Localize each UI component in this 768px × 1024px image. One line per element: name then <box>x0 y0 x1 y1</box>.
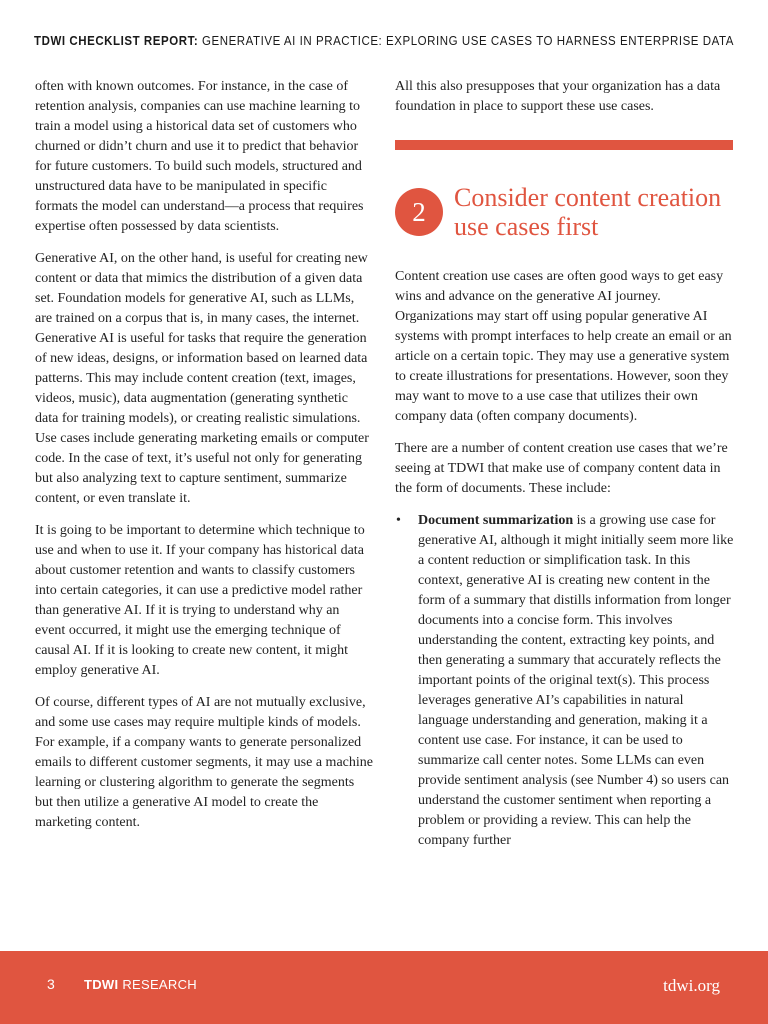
paragraph: Of course, different types of AI are not mutually exclusive, and some use cases may require multiple kinds of models. For example, if a company wants to generate personalized emails to different customer segments, it may use a machine learning or clustering algorithm to generate the segments but then utilize a generative AI model to create the marketing content. <box>35 695 373 830</box>
paragraph: There are a number of content creation use cases that we’re seeing at TDWI that make use of company content data in the form of documents. These include: <box>395 441 728 496</box>
page-number: 3 <box>47 976 55 992</box>
bullet-icon: • <box>396 513 401 528</box>
paragraph: Generative AI, on the other hand, is useful for creating new content or data that mimics the distribution of a given data set. Foundation models for generative AI, such as LLMs, are trained on a corpus that is, in many cases, the internet. Generative AI is useful for tasks that require the generation of new ideas, designs, or information based on learned data patterns. This may include content creation (text, images, videos, music), data augmentation (generating synthetic data for training models), or creating realistic simulations. Use cases include generating marketing emails or computer code. In the case of text, it’s useful not only for generating but also analyzing text to capture sentiment, summarize content, or even translate it. <box>35 251 369 506</box>
brand-logo <box>84 977 197 992</box>
section-number-badge: 2 <box>395 188 443 236</box>
paragraph: often with known outcomes. For instance, in the case of retention analysis, companies can use machine learning to train a model using a historical data set of customers who churned or didn’t churn and use it to predict that behavior for future customers. To build such models, structured and unstructured data have to be manipulated in specific formats the model can understand—a process that requires expertise often possessed by data scientists. <box>35 79 364 234</box>
list-item-term: Document summarization <box>418 513 574 528</box>
running-header <box>31 34 738 48</box>
section-divider-bar <box>395 140 733 150</box>
paragraph: It is going to be important to determine which technique to use and when to use it. If your company has historical data about customer retention and wants to classify customers into certain categories, it can use a predictive model rather than generative AI. If it is trying to understand why an event occurred, it might use the emerging technique of causal AI. If it is looking to create new content, it might employ generative AI. <box>35 523 365 678</box>
report-series: TDWI CHECKLIST REPORT: <box>34 34 199 48</box>
section-heading <box>395 183 735 241</box>
left-column <box>35 77 373 845</box>
website-link[interactable]: tdwi.org <box>663 976 720 995</box>
paragraph: Content creation use cases are often good ways to get easy wins and advance on the generative AI journey. Organizations may start off using popular generative AI systems with prompt interfaces to help create an email or an article on a certain topic. They may use a generative system to create illustrations for presentations. However, soon they may want to move to a use case that utilizes their own company data (often company documents). <box>395 269 732 424</box>
section-title: Consider content creation use cases first <box>454 183 722 241</box>
brand-bold: TDWI <box>84 977 119 992</box>
brand-rest: RESEARCH <box>118 977 197 992</box>
page-footer <box>0 951 768 1024</box>
right-column <box>395 77 735 851</box>
list-item <box>396 511 735 851</box>
report-title: GENERATIVE AI IN PRACTICE: EXPLORING USE CASES TO HARNESS ENTERPRISE DATA <box>202 34 734 48</box>
bullet-list <box>395 511 735 851</box>
paragraph: All this also presupposes that your organization has a data foundation in place to support these use cases. <box>395 79 721 114</box>
list-item-text: is a growing use case for generative AI, although it might initially seem more like a content reduction or simplification task. In this context, generative AI is creating new content in the form of a summary that distills information from longer documents into a concise form. This involves understanding the content, extracting key points, and then generating a summary that accurately reflects the important points of the original text(s). This process leverages generative AI’s capabilities in natural language understanding and generation, making it a content use case. For instance, it can be used to summarize call center notes. Some LLMs can even provide sentiment analysis (see Number 4) so users can understand the customer sentiment when reporting a problem or providing a review. This can help the company further <box>418 513 734 848</box>
